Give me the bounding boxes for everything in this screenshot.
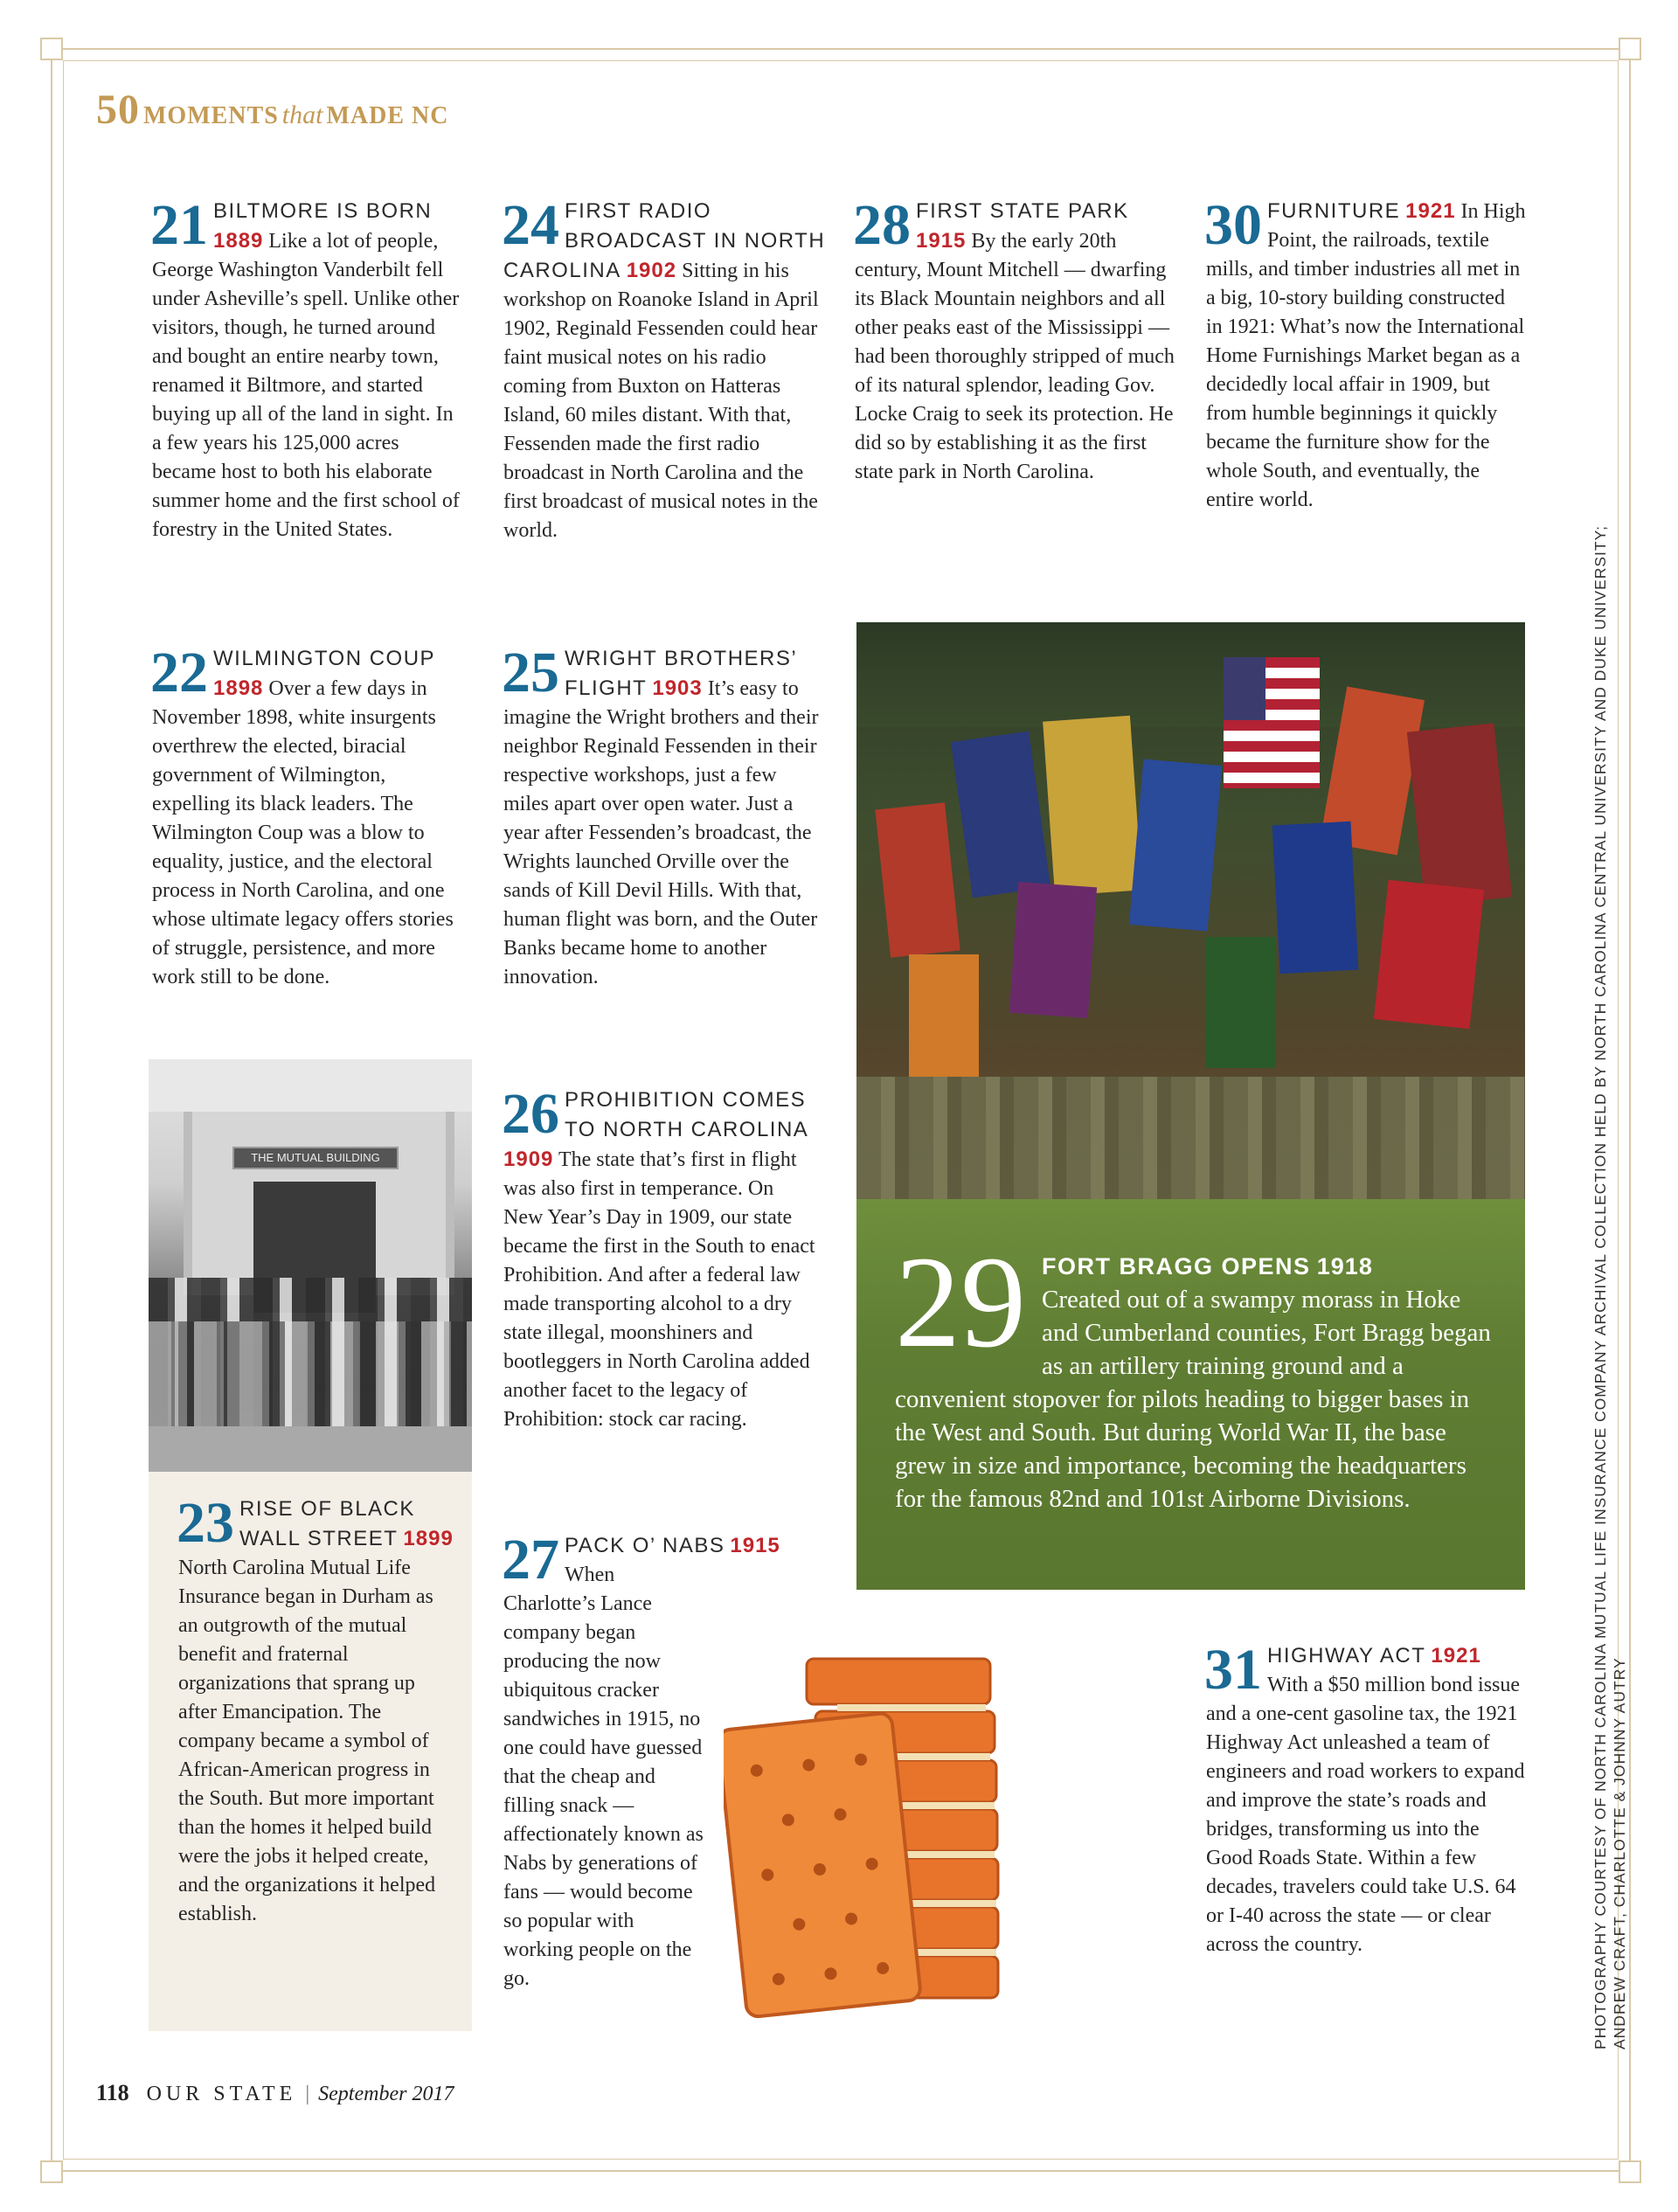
border-corner	[1619, 38, 1641, 60]
entry-number: 30	[1204, 193, 1262, 257]
entry-30	[1204, 193, 1526, 515]
entry-body: Over a few days in November 1898, white insurgents overthrew the elected, biracial government of Wilmington, expelling its black leaders. The Wilmington Coup was a blow to equality, justice, and the electoral process in North Carolina, and one whose ultimate legacy offers stories of struggle, persistence, and more work still to be done.	[152, 677, 454, 988]
entry-number: 24	[502, 193, 559, 257]
entry-year: 1903	[652, 676, 703, 700]
entry-number: 29	[895, 1230, 1026, 1375]
entry-year: 1898	[213, 676, 264, 700]
photo-credit	[1591, 525, 1629, 2049]
issue-date: September 2017	[318, 2083, 454, 2105]
entry-23	[177, 1491, 458, 1929]
border-corner	[1619, 2160, 1641, 2183]
entry-number: 23	[177, 1491, 234, 1555]
entry-year: 1899	[403, 1527, 454, 1550]
entry-number: 31	[1204, 1638, 1262, 1702]
entry-number: 28	[853, 193, 911, 257]
footer-separator: |	[305, 2083, 310, 2105]
entry-number: 26	[502, 1082, 559, 1146]
nabs-crackers-image	[724, 1643, 1003, 2028]
entry-body: By the early 20th century, Mount Mitchell — dwarfing its Black Mountain neighbors and all other peaks east of the Mississippi — had been thoroughly stripped of much of its natural splendor, leading Gov. Locke Craig to seek its protection. He did so by establishing it as the first state park in North Carolina.	[855, 230, 1175, 483]
entry-number: 21	[150, 193, 208, 257]
entry-year: 1921	[1431, 1644, 1481, 1668]
entry-22	[150, 641, 467, 992]
entry-year: 1915	[730, 1534, 780, 1557]
entry-26	[502, 1082, 818, 1434]
entry-31	[1204, 1638, 1526, 1959]
entry-body: When Charlotte’s Lance company began producing the now ubiquitous cracker sandwiches in 1915, no one could have guessed that the cheap and filling snack — affectionately known as Nabs by generations of fans — would become so popular with working people on the go.	[503, 1564, 704, 1990]
entry-25	[502, 641, 827, 992]
entry-title: FURNITURE	[1267, 199, 1401, 223]
entry-title: BILTMORE IS BORN	[213, 199, 433, 223]
entry-body: In High Point, the railroads, textile mills, and timber industries all met in a big, 10-story building constructed in 1921: What’s now the International Home Furnishings Market began as a decidedly local affair in 1909, but from humble beginnings it quickly became the furniture show for the whole South, and eventually, the entire world.	[1206, 200, 1526, 511]
entry-body: Like a lot of people, George Washington Vanderbilt fell under Asheville’s spell. Unlike other visitors, though, he turned around and bought an entire nearby town, renamed it Biltmore, and started buying up all of the land in sight. In a few years his 125,000 acres became host to both his elaborate summer home and the first school of forestry in the United States.	[152, 230, 460, 541]
entry-year: 1889	[213, 229, 264, 253]
entry-body: With a $50 million bond issue and a one-cent gasoline tax, the 1921 Highway Act unleashed a team of engineers and road workers to expand and improve the state’s roads and bridges, transforming us into the Good Roads State. Within a few decades, travelers could take U.S. 64 or I-40 across the state — or clear across the country.	[1206, 1674, 1525, 1956]
section-header	[96, 86, 448, 134]
entry-21	[150, 193, 467, 544]
photo-credit-line2: ANDREW CRAFT, CHARLOTTE & JOHNNY AUTRY	[1611, 1657, 1628, 2049]
entry-24	[502, 193, 827, 545]
entry-title: HIGHWAY ACT	[1267, 1644, 1426, 1668]
entry-title: PACK O’ NABS	[565, 1534, 725, 1557]
header-made-nc: MADE NC	[326, 102, 449, 129]
entry-year: 1921	[1405, 199, 1456, 223]
entry-body: The state that’s first in flight was also first in temperance. On New Year’s Day in 1909, our state became the first in the South to enact Prohibition. And after a federal law made transporting alcohol to a dry state illegal, moonshiners and bootleggers in North Carolina added another facet to the legacy of Prohibition: stock car racing.	[503, 1148, 815, 1431]
header-moments: MOMENTS	[143, 102, 279, 129]
magazine-name: OUR STATE	[146, 2083, 297, 2105]
border-corner	[40, 2160, 63, 2183]
entry-body: It’s easy to imagine the Wright brothers and their neighbor Reginald Fessenden in their respective workshops, just a few miles apart over open water. Just a year after Fessenden’s broadcast, the Wrights launched Orville over the sands of Kill Devil Hills. With that, human flight was born, and the Outer Banks became home to another innovation.	[503, 677, 819, 988]
entry-title: WILMINGTON COUP	[213, 647, 436, 670]
entry-year: 1909	[503, 1148, 554, 1171]
building-sign: THE MUTUAL BUILDING	[232, 1147, 399, 1169]
entry-title: RISE OF BLACK WALL STREET	[239, 1497, 415, 1550]
header-that: that	[281, 101, 323, 129]
entry-number: 22	[150, 641, 208, 704]
entry-body: Created out of a swampy morass in Hoke and Cumberland counties, Fort Bragg began as an artillery training ground and a convenient stopover for pilots heading to bigger bases in the West and South. But during World War II, the base grew in size and importance, becoming the headquarters for the famous 82nd and 101st Airborne Divisions.	[895, 1286, 1491, 1513]
border-corner	[40, 38, 63, 60]
entry-number: 25	[502, 641, 559, 704]
header-number: 50	[96, 87, 140, 133]
photo-credit-line1: PHOTOGRAPHY COURTESY OF NORTH CAROLINA MUTUAL LIFE INSURANCE COMPANY ARCHIVAL COLLECTION HELD BY NORTH CAROLINA CENTRAL UNIVERSITY AND DUKE UNIVERSITY;	[1591, 525, 1609, 2049]
entry-28	[853, 193, 1175, 487]
entry-year: 1918	[1316, 1253, 1373, 1279]
mutual-building-photo	[149, 1059, 472, 1472]
entry-year: 1915	[916, 229, 967, 253]
entry-title: PROHIBITION COMES TO NORTH CAROLINA	[565, 1088, 809, 1141]
entry-body: North Carolina Mutual Life Insurance began in Durham as an outgrowth of the mutual benefit and fraternal organizations that sprang up after Emancipation. The company became a symbol of African-American progress in the South. But more important than the homes it helped build were the jobs it helped create, and the organizations it helped establish.	[178, 1557, 436, 1925]
entry-year: 1902	[626, 259, 677, 282]
entry-number: 27	[502, 1528, 559, 1591]
entry-29	[895, 1230, 1498, 1515]
entry-title: FORT BRAGG OPENS	[1042, 1253, 1311, 1279]
entry-body: Sitting in his workshop on Roanoke Island in April 1902, Reginald Fessenden could hear faint musical notes on his radio coming from Buxton on Hatteras Island, 60 miles distant. With that, Fessenden made the first radio broadcast in North Carolina and the first broadcast of musical notes in the world.	[503, 260, 819, 542]
entry-title: FIRST RADIO BROADCAST IN NORTH CAROLINA	[503, 199, 826, 282]
page-number: 118	[96, 2080, 129, 2105]
entry-title: FIRST STATE PARK	[916, 199, 1129, 223]
entry-title: WRIGHT BROTHERS’ FLIGHT	[565, 647, 797, 700]
page-footer	[96, 2080, 454, 2106]
